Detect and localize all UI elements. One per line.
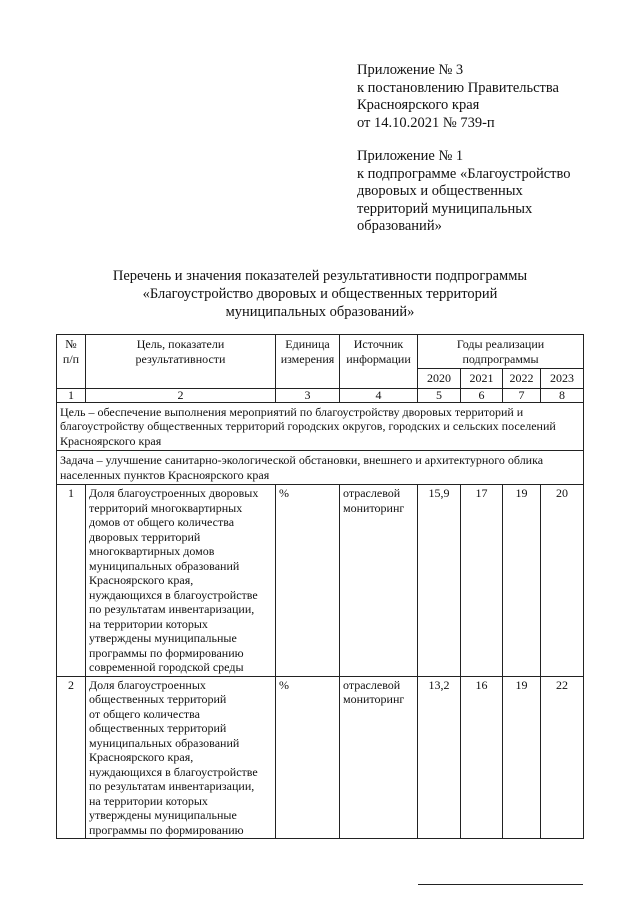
appendix-1-block (357, 148, 571, 236)
indicator-line: общественных территорий (89, 692, 227, 706)
task-line: населенных пунктов Красноярского края (60, 467, 270, 482)
header-source-line: информации (346, 351, 411, 366)
indicator-line: программы по формированию (89, 822, 244, 837)
indicator-line: на территории которых (89, 616, 208, 631)
header-years-line: Годы реализации (456, 337, 545, 351)
value-2022: 19 (503, 485, 541, 677)
column-number: 4 (340, 388, 418, 402)
table-row (57, 676, 584, 839)
indicator-line: на территории которых (89, 793, 208, 808)
column-number: 8 (541, 388, 584, 402)
indicator-line: домов от общего количества (89, 515, 235, 529)
header-unit (276, 335, 340, 389)
task-cell (57, 451, 584, 485)
value-2020: 15,9 (418, 485, 461, 677)
header-num-line: № (65, 337, 77, 351)
indicator-line: Доля благоустроенных дворовых (89, 486, 259, 500)
appendix-1-line: Приложение № 1 (357, 148, 464, 164)
indicator-line: программы по формированию (89, 645, 244, 660)
value-2020: 13,2 (418, 676, 461, 839)
source-cell (340, 676, 418, 839)
header-unit-line: измерения (280, 351, 335, 366)
value-2021: 17 (461, 485, 503, 677)
indicator-line: Доля благоустроенных (89, 677, 206, 692)
indicator-line: утверждены муниципальные (89, 631, 237, 645)
header-years-line: подпрограммы (462, 351, 539, 366)
indicator-line: муниципальных образований (89, 735, 240, 750)
unit-cell: % (276, 485, 340, 677)
task-line: Задача – улучшение санитарно-экологической обстановки, внешнего и архитектурного облика (60, 453, 544, 467)
indicator-line: многоквартирных домов (89, 544, 215, 558)
source-line: отраслевой (343, 677, 401, 692)
header-year: 2021 (461, 369, 503, 389)
indicator-line: нуждающихся в благоустройстве (89, 587, 258, 602)
header-year: 2023 (541, 369, 584, 389)
goal-line: Цель – обеспечение выполнения мероприятий по благоустройству дворовых территорий и (60, 404, 524, 419)
indicator-cell (86, 676, 276, 839)
goal-cell (57, 402, 584, 451)
goal-line: Красноярского края (60, 433, 162, 448)
value-2023: 22 (541, 676, 584, 839)
appendix-3-block (357, 62, 559, 132)
indicator-line: нуждающихся в благоустройстве (89, 764, 258, 779)
value-2021: 16 (461, 676, 503, 839)
unit-cell: % (276, 676, 340, 839)
indicator-line: утверждены муниципальные (89, 808, 237, 822)
column-number: 5 (418, 388, 461, 402)
column-number: 3 (276, 388, 340, 402)
source-line: мониторинг (343, 692, 405, 706)
header-source-line: Источник (353, 337, 404, 351)
header-source (340, 335, 418, 389)
task-row (57, 451, 584, 485)
indicator-line: по результатам инвентаризации, (89, 779, 255, 793)
header-row (57, 335, 584, 369)
title-line: Перечень и значения показателей результативности подпрограммы (112, 268, 528, 284)
goal-line: благоустройству общественных территорий городских округов, городских и сельских поселений (60, 419, 556, 433)
indicator-line: Красноярского края, (89, 573, 194, 587)
goal-row (57, 402, 584, 451)
title-line: муниципальных образований» (225, 304, 415, 320)
indicator-line: территорий многоквартирных (89, 500, 243, 515)
appendix-1-line: образований» (357, 218, 442, 234)
appendix-3-line: Красноярского края (357, 97, 480, 113)
header-goal-line: результативности (135, 351, 226, 366)
source-line: отраслевой (343, 486, 401, 500)
indicator-line: современной городской среды (89, 660, 244, 674)
appendix-3-line: к постановлению Правительства (357, 79, 559, 96)
indicator-line: муниципальных образований (89, 558, 240, 573)
header-num (57, 335, 86, 389)
document-title (60, 267, 580, 321)
column-number: 6 (461, 388, 503, 402)
header-unit-line: Единица (285, 337, 330, 351)
indicator-line: от общего количества (89, 706, 200, 721)
indicator-line: дворовых территорий (89, 529, 201, 544)
appendix-3-line: от 14.10.2021 № 739-п (357, 114, 495, 131)
row-number: 1 (57, 485, 86, 677)
value-2023: 20 (541, 485, 584, 677)
appendix-1-line: к подпрограмме «Благоустройство (357, 165, 571, 182)
indicator-line: Красноярского края, (89, 750, 194, 764)
column-number: 2 (86, 388, 276, 402)
footer-rule (418, 884, 583, 885)
source-cell (340, 485, 418, 677)
column-number: 7 (503, 388, 541, 402)
value-2022: 19 (503, 676, 541, 839)
appendix-1-line: территорий муниципальных (357, 200, 533, 217)
table-row (57, 485, 584, 677)
indicators-table (56, 334, 584, 839)
column-number: 1 (57, 388, 86, 402)
indicator-line: по результатам инвентаризации, (89, 602, 255, 616)
source-line: мониторинг (343, 500, 405, 515)
header-years-group (418, 335, 584, 369)
row-number: 2 (57, 676, 86, 839)
column-number-row (57, 388, 584, 402)
appendix-1-line: дворовых и общественных (357, 183, 523, 199)
header-num-line: п/п (62, 351, 80, 366)
appendix-3-line: Приложение № 3 (357, 62, 464, 78)
indicator-line: общественных территорий (89, 721, 227, 735)
indicator-cell (86, 485, 276, 677)
header-year: 2020 (418, 369, 461, 389)
header-goal (86, 335, 276, 389)
header-goal-line: Цель, показатели (136, 337, 225, 351)
title-line: «Благоустройство дворовых и общественных территорий (142, 286, 498, 302)
header-year: 2022 (503, 369, 541, 389)
